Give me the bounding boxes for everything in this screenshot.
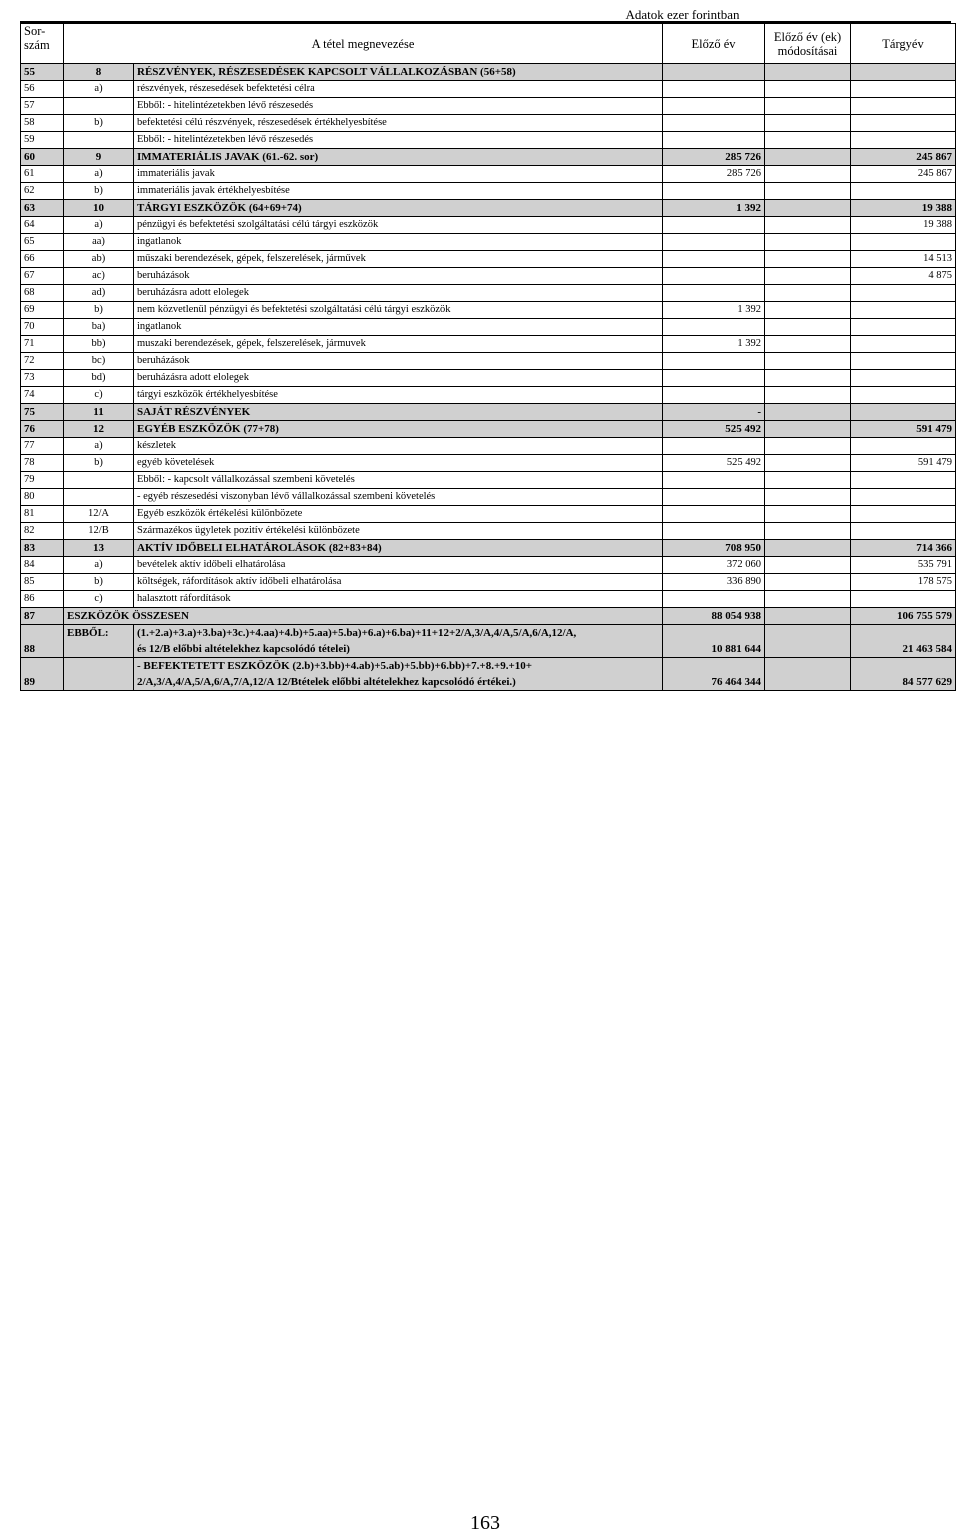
row-mod [765,574,851,591]
row-mod [765,506,851,523]
table-row [21,166,956,183]
table-row [21,268,956,285]
total-label: ESZKÖZÖK ÖSSZESEN [64,608,663,625]
row-code [64,132,134,149]
row-prev [663,183,765,200]
summary-body [21,608,956,691]
row-code: 9 [64,149,134,166]
row-name: készletek [134,438,663,455]
row-name: bevételek aktív időbeli elhatárolása [134,557,663,574]
row-sor: 58 [21,115,64,132]
row-prev: 708 950 [663,540,765,557]
table-row [21,336,956,353]
ebbol-mod [765,625,851,658]
row-mod [765,438,851,455]
row-name: muszaki berendezések, gépek, felszerelések, jármuvek [134,336,663,353]
row-name: Egyéb eszközök értékelési különbözete [134,506,663,523]
total-mod [765,608,851,625]
row-mod [765,98,851,115]
row-code: a) [64,217,134,234]
row-code [64,472,134,489]
table-row [21,98,956,115]
row-name: TÁRGYI ESZKÖZÖK (64+69+74) [134,200,663,217]
befektetett-prev: 76 464 344 [663,658,765,691]
befektetett-sor: 89 [21,658,64,691]
row-curr: 591 479 [851,455,956,472]
header-current-year: Tárgyév [851,24,956,64]
row-code: b) [64,183,134,200]
table-row [21,64,956,81]
row-sor: 86 [21,591,64,608]
row-code [64,98,134,115]
table-row [21,438,956,455]
row-sor: 69 [21,302,64,319]
row-sor: 70 [21,319,64,336]
row-sor: 74 [21,387,64,404]
row-sor: 75 [21,404,64,421]
row-sor: 81 [21,506,64,523]
row-code: 10 [64,200,134,217]
row-mod [765,489,851,506]
row-mod [765,302,851,319]
row-name: EGYÉB ESZKÖZÖK (77+78) [134,421,663,438]
row-prev: 525 492 [663,421,765,438]
row-name: immateriális javak [134,166,663,183]
row-prev [663,438,765,455]
row-prev [663,251,765,268]
row-mod [765,183,851,200]
row-curr [851,336,956,353]
row-code: b) [64,574,134,591]
row-curr [851,472,956,489]
ebbol-description: (1.+2.a)+3.a)+3.ba)+3c.)+4.aa)+4.b)+5.aa)+5.ba)+6.a)+6.ba)+11+12+2/A,3/A,4/A,5/A,6/A,12/A, és 12/B előbbi altételekhez kapcsolódó tételei) [134,625,663,658]
row-prev [663,217,765,234]
row-mod [765,404,851,421]
row-curr [851,132,956,149]
row-prev: 285 726 [663,166,765,183]
row-name: műszaki berendezések, gépek, felszerelések, járművek [134,251,663,268]
row-code: ab) [64,251,134,268]
row-curr [851,438,956,455]
row-sor: 63 [21,200,64,217]
table-row [21,285,956,302]
row-prev [663,234,765,251]
row-curr: 19 388 [851,217,956,234]
row-name: - egyéb részesedési viszonyban lévő vállalkozással szembeni követelés [134,489,663,506]
row-name: RÉSZVÉNYEK, RÉSZESEDÉSEK KAPCSOLT VÁLLALKOZÁSBAN (56+58) [134,64,663,81]
row-sor: 64 [21,217,64,234]
row-mod [765,353,851,370]
row-sor: 57 [21,98,64,115]
table-row [21,421,956,438]
row-mod [765,200,851,217]
row-prev: 1 392 [663,336,765,353]
ebbol-sor: 88 [21,625,64,658]
row-mod [765,268,851,285]
header-item-name: A tétel megnevezése [64,24,663,64]
header-previous-year: Előző év [663,24,765,64]
row-sor: 73 [21,370,64,387]
row-prev [663,472,765,489]
table-row [21,591,956,608]
row-mod [765,81,851,98]
table-row [21,302,956,319]
row-sor: 79 [21,472,64,489]
row-mod [765,251,851,268]
row-code: a) [64,166,134,183]
row-curr [851,506,956,523]
row-curr [851,370,956,387]
row-code: b) [64,115,134,132]
row-name: egyéb követelések [134,455,663,472]
befektetett-code [64,658,134,691]
row-code: b) [64,302,134,319]
row-sor: 56 [21,81,64,98]
table-row [21,319,956,336]
befektetett-description: - BEFEKTETETT ESZKÖZÖK (2.b)+3.bb)+4.ab)+5.ab)+5.bb)+6.bb)+7.+8.+9.+10+ 2/A,3/A,4/A,5/A,6/A,7/A,12/A 12/Btételek előbbi altételekhez kapcsolódó értékei.) [134,658,663,691]
header-modifications: Előző év (ek) módosításai [765,24,851,64]
row-mod [765,166,851,183]
row-prev [663,319,765,336]
total-row [21,608,956,625]
table-row [21,574,956,591]
row-mod [765,455,851,472]
table-row [21,183,956,200]
row-sor: 83 [21,540,64,557]
ebbol-row [21,625,956,658]
row-name: beruházásra adott elolegek [134,285,663,302]
row-prev [663,506,765,523]
row-sor: 72 [21,353,64,370]
row-prev [663,64,765,81]
row-prev [663,285,765,302]
row-name: immateriális javak értékhelyesbítése [134,183,663,200]
row-code: c) [64,387,134,404]
row-prev [663,370,765,387]
row-name: tárgyi eszközök értékhelyesbítése [134,387,663,404]
row-name: Ebből: - hitelintézetekben lévő részesedés [134,98,663,115]
row-name: SAJÁT RÉSZVÉNYEK [134,404,663,421]
row-prev [663,387,765,404]
row-prev: 525 492 [663,455,765,472]
row-name: beruházások [134,353,663,370]
row-sor: 67 [21,268,64,285]
row-prev: 336 890 [663,574,765,591]
row-sor: 82 [21,523,64,540]
row-sor: 80 [21,489,64,506]
row-curr [851,387,956,404]
table-row [21,353,956,370]
row-curr: 591 479 [851,421,956,438]
row-curr [851,591,956,608]
row-name: IMMATERIÁLIS JAVAK (61.-62. sor) [134,149,663,166]
table-row [21,540,956,557]
befektetett-curr: 84 577 629 [851,658,956,691]
row-mod [765,285,851,302]
row-code: 12/A [64,506,134,523]
row-prev [663,268,765,285]
row-curr: 178 575 [851,574,956,591]
table-row [21,217,956,234]
row-name: ingatlanok [134,319,663,336]
table-row [21,370,956,387]
row-sor: 59 [21,132,64,149]
row-curr [851,183,956,200]
row-name: beruházások [134,268,663,285]
table-row [21,489,956,506]
row-mod [765,115,851,132]
row-name: pénzügyi és befektetési szolgáltatási célú tárgyi eszközök [134,217,663,234]
row-mod [765,64,851,81]
row-curr [851,81,956,98]
row-name: halasztott ráfordítások [134,591,663,608]
table-row [21,404,956,421]
row-curr [851,319,956,336]
row-code: a) [64,557,134,574]
row-name: Ebből: - hitelintézetekben lévő részesedés [134,132,663,149]
row-mod [765,319,851,336]
row-name: részvények, részesedések befektetési célra [134,81,663,98]
row-code: 12/B [64,523,134,540]
row-code: aa) [64,234,134,251]
ebbol-curr: 21 463 584 [851,625,956,658]
row-code: bb) [64,336,134,353]
row-curr: 19 388 [851,200,956,217]
row-mod [765,421,851,438]
row-code: 13 [64,540,134,557]
row-curr [851,234,956,251]
row-mod [765,217,851,234]
row-sor: 84 [21,557,64,574]
row-prev [663,523,765,540]
row-name: nem közvetlenül pénzügyi és befektetési szolgáltatási célú tárgyi eszközök [134,302,663,319]
row-curr [851,353,956,370]
row-curr [851,285,956,302]
row-name: beruházásra adott elolegek [134,370,663,387]
table-row [21,455,956,472]
row-sor: 60 [21,149,64,166]
table-row [21,149,956,166]
row-sor: 62 [21,183,64,200]
row-sor: 71 [21,336,64,353]
units-note: Adatok ezer forintban [625,7,740,22]
row-name: befektetési célú részvények, részesedések értékhelyesbítése [134,115,663,132]
row-curr [851,302,956,319]
table-row [21,132,956,149]
row-prev [663,98,765,115]
row-code: b) [64,455,134,472]
total-curr: 106 755 579 [851,608,956,625]
row-prev [663,353,765,370]
row-prev [663,591,765,608]
row-sor: 77 [21,438,64,455]
row-curr [851,489,956,506]
row-mod [765,234,851,251]
row-code: 11 [64,404,134,421]
row-mod [765,591,851,608]
row-code: c) [64,591,134,608]
row-prev [663,81,765,98]
row-mod [765,336,851,353]
row-mod [765,523,851,540]
table-row [21,523,956,540]
row-curr [851,115,956,132]
row-sor: 78 [21,455,64,472]
row-code: 12 [64,421,134,438]
table-row [21,472,956,489]
row-prev: 285 726 [663,149,765,166]
row-curr [851,98,956,115]
row-sor: 85 [21,574,64,591]
row-sor: 68 [21,285,64,302]
row-mod [765,132,851,149]
row-sor: 65 [21,234,64,251]
row-mod [765,387,851,404]
row-name: költségek, ráfordítások aktív időbeli elhatárolása [134,574,663,591]
row-prev: 1 392 [663,302,765,319]
befektetett-mod [765,658,851,691]
row-mod [765,149,851,166]
table-header-row [21,24,956,64]
table-row [21,506,956,523]
row-curr [851,404,956,421]
ebbol-prev: 10 881 644 [663,625,765,658]
ebbol-label: EBBŐL: [64,625,134,658]
befektetett-row [21,658,956,691]
row-prev [663,489,765,506]
row-name: Ebből: - kapcsolt vállalkozással szembeni követelés [134,472,663,489]
row-prev [663,115,765,132]
row-mod [765,472,851,489]
row-curr [851,64,956,81]
table-body [21,64,956,608]
row-prev [663,132,765,149]
page-number: 163 [470,1512,500,1534]
table-row [21,200,956,217]
row-prev: - [663,404,765,421]
table-row [21,387,956,404]
row-mod [765,540,851,557]
row-code: a) [64,81,134,98]
total-prev: 88 054 938 [663,608,765,625]
row-curr: 535 791 [851,557,956,574]
row-code: bc) [64,353,134,370]
row-code [64,489,134,506]
row-curr: 714 366 [851,540,956,557]
row-curr: 14 513 [851,251,956,268]
row-sor: 61 [21,166,64,183]
row-mod [765,557,851,574]
row-code: ad) [64,285,134,302]
row-sor: 66 [21,251,64,268]
row-name: AKTÍV IDŐBELI ELHATÁROLÁSOK (82+83+84) [134,540,663,557]
row-prev: 1 392 [663,200,765,217]
row-curr: 245 867 [851,149,956,166]
table-row [21,234,956,251]
row-prev: 372 060 [663,557,765,574]
row-name: Származékos ügyletek pozitív értékelési különbözete [134,523,663,540]
table-row [21,81,956,98]
header-sorszam: Sor- szám [21,24,64,64]
row-code: 8 [64,64,134,81]
table-row [21,115,956,132]
balance-sheet-table [20,23,956,691]
row-name: ingatlanok [134,234,663,251]
row-code: ac) [64,268,134,285]
row-sor: 55 [21,64,64,81]
total-sor: 87 [21,608,64,625]
row-code: ba) [64,319,134,336]
row-curr [851,523,956,540]
row-sor: 76 [21,421,64,438]
row-curr: 245 867 [851,166,956,183]
table-row [21,557,956,574]
row-code: a) [64,438,134,455]
row-curr: 4 875 [851,268,956,285]
row-code: bd) [64,370,134,387]
table-row [21,251,956,268]
row-mod [765,370,851,387]
